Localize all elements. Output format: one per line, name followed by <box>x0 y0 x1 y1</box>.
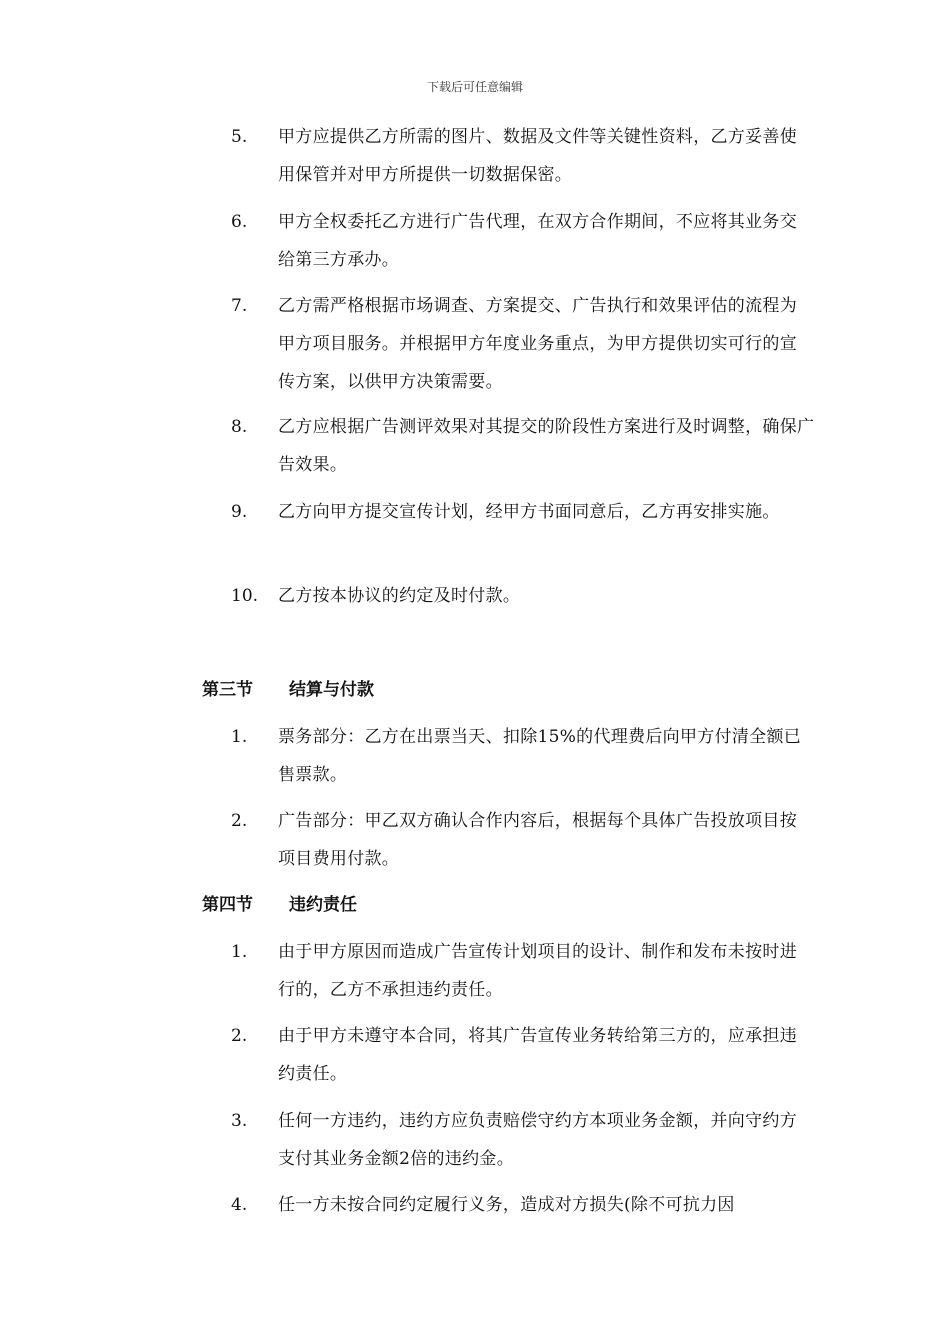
list-item-text: 乙方需严格根据市场调查、方案提交、广告执行和效果评估的流程为甲方项目服务。并根据甲方年度业务重点，为甲方提供切实可行的宣传方案，以供甲方决策需要。 <box>278 296 797 392</box>
list-item-text: 广告部分：甲乙双方确认合作内容后，根据每个具体广告投放项目按项目费用付款。 <box>278 811 797 869</box>
list-item-number: 10. <box>231 586 259 606</box>
list-item-text: 任一方未按合同约定履行义务，造成对方损失(除不可抗力因 <box>278 1195 735 1215</box>
list-item-number: 8. <box>231 417 248 437</box>
list-item-text: 任何一方违约，违约方应负责赔偿守约方本项业务金额，并向守约方支付其业务金额2倍的违约金。 <box>278 1111 797 1169</box>
list-item-number: 9. <box>231 502 248 522</box>
list-item-text: 由于甲方未遵守本合同，将其广告宣传业务转给第三方的，应承担违约责任。 <box>278 1026 797 1084</box>
list-item-number: 5. <box>231 127 248 147</box>
list-item-number: 6. <box>231 212 248 232</box>
list-item-text: 票务部分：乙方在出票当天、扣除15%的代理费后向甲方付清全额已售票款。 <box>278 727 802 785</box>
list-item-number: 3. <box>231 1111 248 1131</box>
section-number: 第三节 <box>202 680 253 700</box>
list-item-text: 由于甲方原因而造成广告宣传计划项目的设计、制作和发布未按时进行的，乙方不承担违约责任。 <box>278 942 797 1000</box>
section-heading <box>0 675 950 705</box>
list-item-number: 1. <box>231 942 248 962</box>
section-number: 第四节 <box>202 895 253 915</box>
section-heading <box>0 890 950 920</box>
section-title: 违约责任 <box>289 895 357 915</box>
list-item-text: 甲方全权委托乙方进行广告代理，在双方合作期间，不应将其业务交给第三方承办。 <box>278 212 797 270</box>
list-item-text: 甲方应提供乙方所需的图片、数据及文件等关键性资料，乙方妥善使用保管并对甲方所提供一切数据保密。 <box>278 127 797 185</box>
list-item-text: 乙方应根据广告测评效果对其提交的阶段性方案进行及时调整，确保广告效果。 <box>278 417 815 475</box>
list-item-number: 1. <box>231 727 248 747</box>
list-item-text: 乙方向甲方提交宣传计划，经甲方书面同意后，乙方再安排实施。 <box>278 502 780 522</box>
section-title: 结算与付款 <box>289 680 374 700</box>
list-item-number: 2. <box>231 1026 248 1046</box>
list-item-number: 4. <box>231 1195 248 1215</box>
list-item-number: 2. <box>231 811 248 831</box>
page-header: 下载后可任意编辑 <box>426 80 523 94</box>
list-item-number: 7. <box>231 296 248 316</box>
list-item-text: 乙方按本协议的约定及时付款。 <box>278 586 521 606</box>
